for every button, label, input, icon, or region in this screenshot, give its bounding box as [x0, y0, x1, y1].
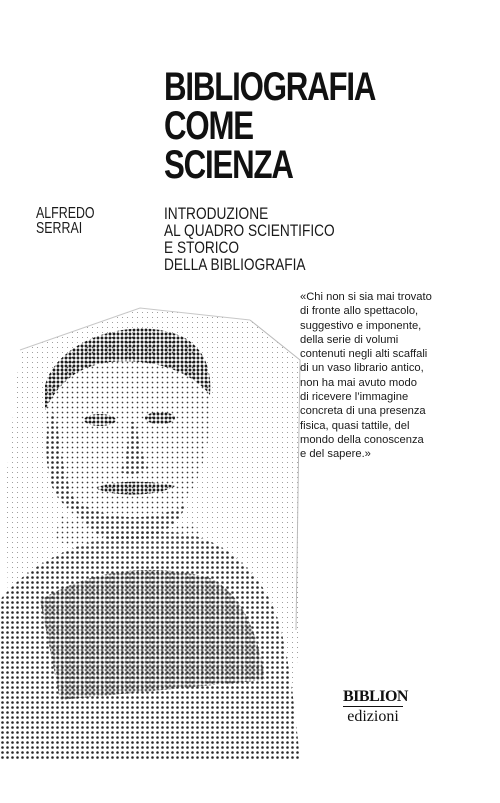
subtitle-line: DELLA BIBLIOGRAFIA: [164, 256, 306, 274]
author-name: [36, 206, 95, 236]
subtitle-line: E STORICO: [164, 239, 240, 257]
book-title: [164, 65, 376, 187]
publisher-logo: [343, 688, 408, 725]
publisher-name: BIBLION: [343, 688, 408, 705]
title-line: BIBLIOGRAFIA: [164, 65, 376, 109]
quote-line: della serie di volumi: [300, 333, 399, 346]
quote-line: contenuti negli alti scaffali: [300, 348, 428, 361]
title-line: SCIENZA: [164, 143, 293, 187]
title-line: COME: [164, 104, 253, 148]
quote-line: e del sapere.»: [300, 448, 371, 461]
quote-line: «Chi non si sia mai trovato: [300, 291, 432, 303]
portrait-illustration: [0, 300, 320, 760]
quote-line: mondo della conoscenza: [300, 433, 424, 446]
subtitle-line: INTRODUZIONE: [164, 205, 269, 223]
quote-line: di un vaso librario antico,: [300, 362, 424, 375]
quote-line: concreta di una presenza: [300, 405, 426, 418]
author-last-name: SERRAI: [36, 220, 83, 237]
author-first-name: ALFREDO: [36, 205, 95, 222]
quote-line: fisica, quasi tattile, del: [300, 419, 410, 432]
publisher-divider: [343, 706, 403, 707]
publisher-subtitle: edizioni: [347, 708, 399, 725]
cover-quote: [300, 290, 500, 462]
quote-line: di ricevere l’immagine: [300, 391, 409, 404]
quote-line: di fronte allo spettacolo,: [300, 305, 419, 318]
subtitle-line: AL QUADRO SCIENTIFICO: [164, 222, 335, 240]
quote-line: suggestivo e imponente,: [300, 319, 422, 332]
book-subtitle: [164, 206, 335, 274]
quote-line: non ha mai avuto modo: [300, 376, 417, 389]
